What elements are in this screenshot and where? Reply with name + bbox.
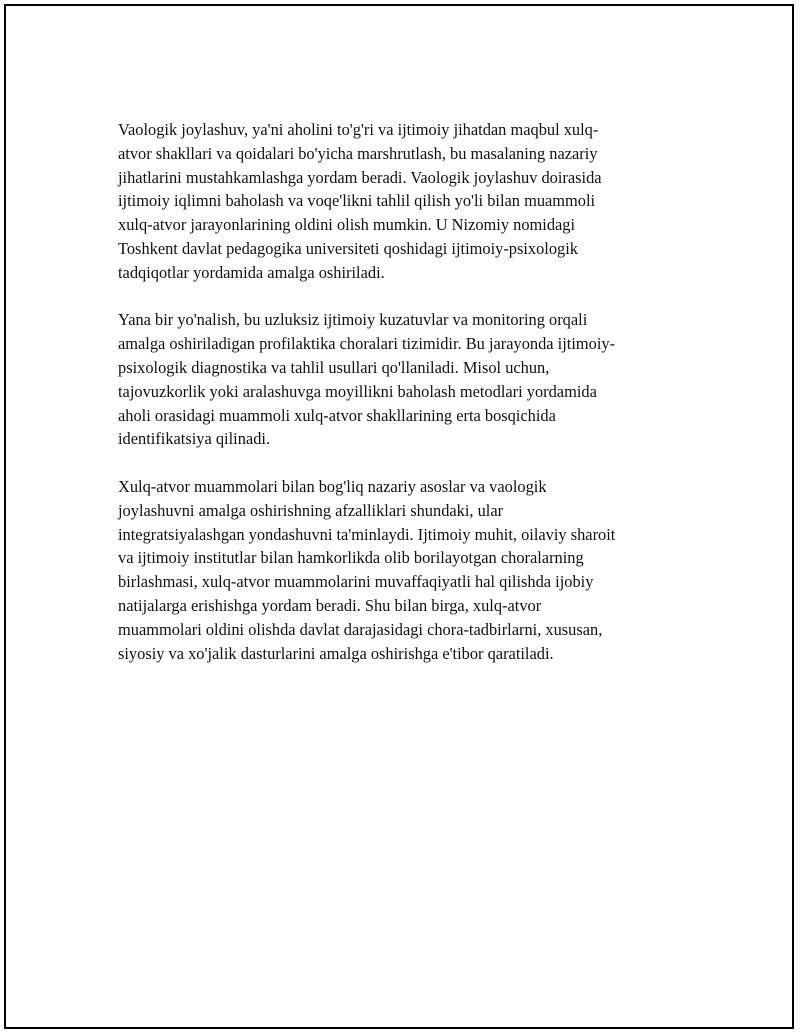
text-line: joylashuvni amalga oshirishning afzalliklari shundaki, ular [118,500,504,520]
paragraph-3 [118,475,688,665]
paragraph-1 [118,118,688,285]
text-line: birlashmasi, xulq-atvor muammolarini muvaffaqiyatli hal qilishda ijobiy [118,572,594,592]
text-line: atvor shakllari va qoidalari bo'yicha marshrutlash, bu masalaning nazariy [118,143,598,163]
text-line: identifikatsiya qilinadi. [118,429,271,449]
text-line: jihatlarini mustahkamlashga yordam beradi. Vaologik joylashuv doirasida [118,167,602,187]
text-line: Xulq-atvor muammolari bilan bog'liq nazariy asoslar va vaologik [118,476,547,496]
text-line: tadqiqotlar yordamida amalga oshiriladi. [118,262,385,282]
text-line: tajovuzkorlik yoki aralashuvga moyillikni baholash metodlari yordamida [118,381,597,401]
text-line: Toshkent davlat pedagogika universiteti qoshidagi ijtimoiy-psixologik [118,238,579,258]
text-line: psixologik diagnostika va tahlil usullari qo'llaniladi. Misol uchun, [118,357,550,377]
text-line: natijalarga erishishga yordam beradi. Shu bilan birga, xulq-atvor [118,595,542,615]
text-line: muammolari oldini olishda davlat darajasidagi chora-tadbirlarni, xususan, [118,619,603,639]
text-line: amalga oshiriladigan profilaktika choralari tizimidir. Bu jarayonda ijtimoiy- [118,334,616,354]
text-line: ijtimoiy iqlimni baholash va voqe'likni tahlil qilish yo'li bilan muammoli [118,191,596,211]
document-body [118,118,688,689]
text-line: siyosiy va xo'jalik dasturlarini amalga oshirishga e'tibor qaratiladi. [118,643,554,663]
text-line: integratsiyalashgan yondashuvni ta'minlaydi. Ijtimoiy muhit, oilaviy sharoit [118,524,616,544]
text-line: Yana bir yo'nalish, bu uzluksiz ijtimoiy kuzatuvlar va monitoring orqali [118,310,588,330]
text-line: va ijtimoiy institutlar bilan hamkorlikda olib borilayotgan choralarning [118,548,584,568]
paragraph-2 [118,308,688,451]
text-line: Vaologik joylashuv, ya'ni aholini to'g'ri va ijtimoiy jihatdan maqbul xulq- [118,120,599,139]
text-line: aholi orasidagi muammoli xulq-atvor shakllarining erta bosqichida [118,405,556,425]
text-line: xulq-atvor jarayonlarining oldini olish mumkin. U Nizomiy nomidagi [118,215,576,235]
